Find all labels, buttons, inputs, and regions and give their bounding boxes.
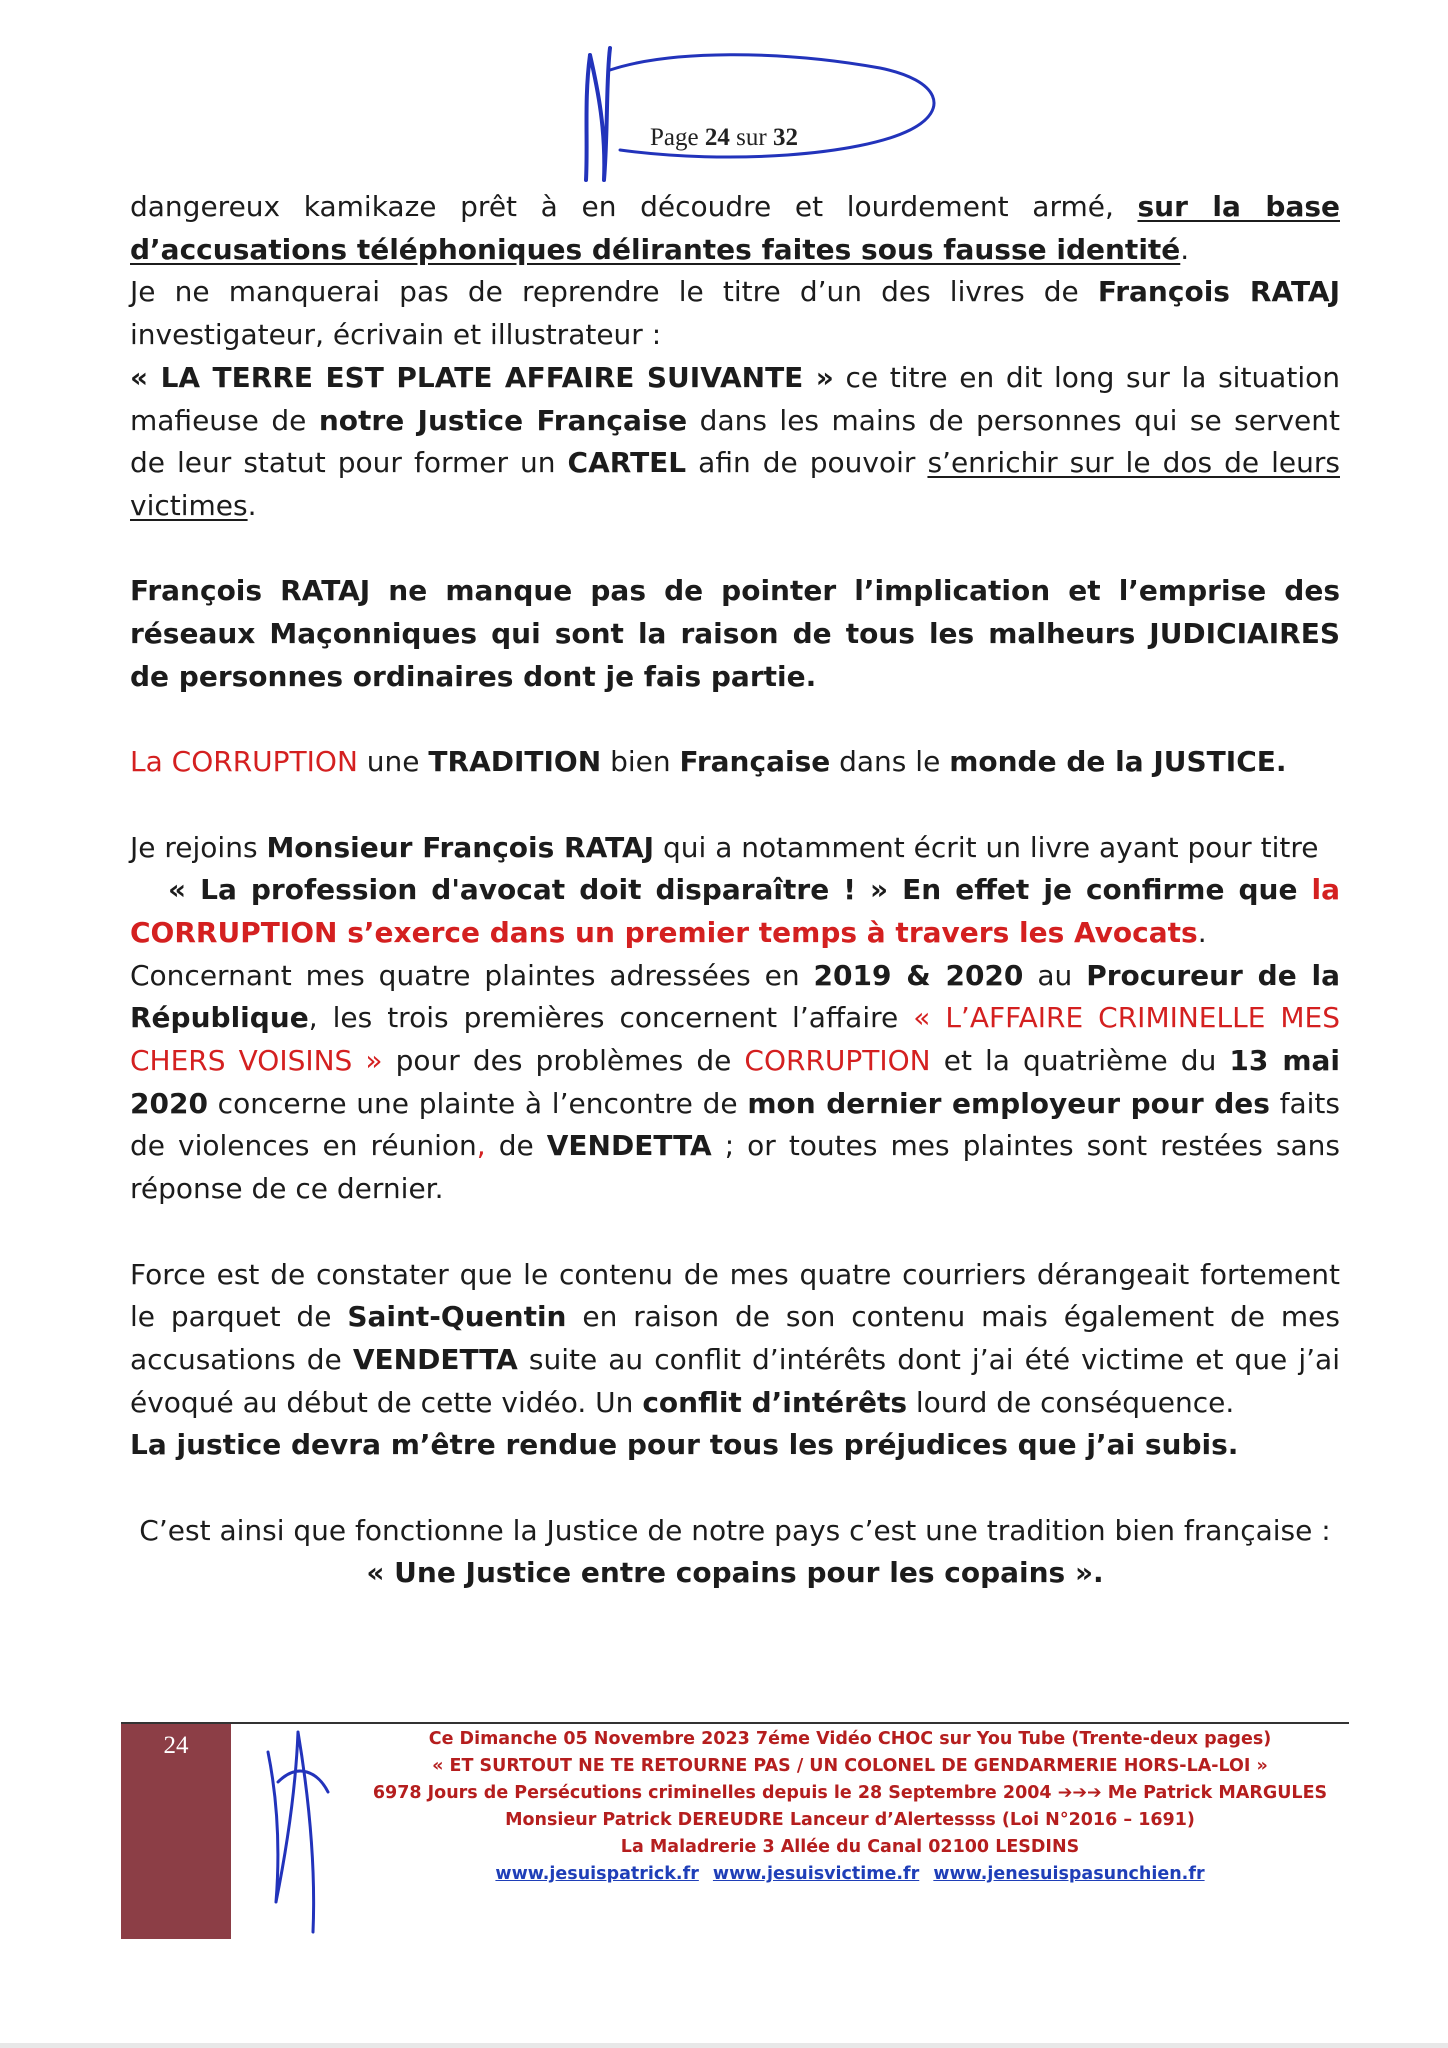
paragraph-9: La justice devra m’être rendue pour tous les préjudices que j’ai subis.	[130, 1428, 1239, 1462]
paragraph-2: Je ne manquerai pas de reprendre le titre d’un des livres de François RATAJ investigateur, écrivain et illustrateur :	[130, 275, 1340, 352]
footer-signature-mark	[258, 1722, 338, 1942]
footer-line-2: « ET SURTOUT NE TE RETOURNE PAS / UN COLONEL DE GENDARMERIE HORS-LA-LOI »	[432, 1756, 1268, 1776]
footer-link-jesuispatrick[interactable]: www.jesuispatrick.fr	[495, 1864, 699, 1884]
footer-page-number: 24	[163, 1732, 189, 1759]
paragraph-8: Force est de constater que le contenu de mes quatre courriers dérangeait fortement le parquet de Saint-Quentin en raison de son contenu mais également de mes accusations de VENDETTA suite au conflit d’intérêts dont j’ai été victime et que j’ai évoqué au début de cette vidéo. Un conflit d’intérêts lourd de conséquence.	[130, 1257, 1340, 1419]
footer-line-4: Monsieur Patrick DEREUDRE Lanceur d’Alertessss (Loi N°2016 – 1691)	[505, 1810, 1195, 1830]
paragraph-4: François RATAJ ne manque pas de pointer l’implication et l’emprise des réseaux Maçonniques qui sont la raison de tous les malheurs JUDICIAIRES de personnes ordinaires dont je fais partie.	[130, 574, 1340, 693]
paragraph-5: La CORRUPTION une TRADITION bien Française dans le monde de la JUSTICE.	[130, 745, 1287, 779]
footer-line-1: Ce Dimanche 05 Novembre 2023 7éme Vidéo CHOC sur You Tube (Trente-deux pages)	[428, 1729, 1272, 1749]
page-total: 32	[772, 124, 798, 151]
footer-page-box	[121, 1724, 231, 1939]
document-body	[130, 186, 1340, 1595]
paragraph-3: « LA TERRE EST PLATE AFFAIRE SUIVANTE » ce titre en dit long sur la situation mafieuse de notre Justice Française dans les mains de personnes qui se servent de leur statut pour former un CARTEL afin de pouvoir s’enrichir sur le dos de leurs victimes.	[130, 360, 1341, 522]
page-number: 24	[704, 124, 730, 151]
paragraph-10: C’est ainsi que fonctionne la Justice de notre pays c’est une tradition bien française :	[139, 1513, 1331, 1547]
paragraph-6b: « La profession d'avocat doit disparaître ! » En effet je confirme que la CORRUPTION s’exerce dans un premier temps à travers les Avocats.	[130, 873, 1340, 949]
footer-line-3: 6978 Jours de Persécutions criminelles depuis le 28 Septembre 2004 ➔➔➔ Me Patrick MARGULES	[372, 1783, 1328, 1803]
footer-link-jenesuispasunchien[interactable]: www.jenesuispasunchien.fr	[933, 1864, 1205, 1884]
page-sep: sur	[736, 124, 767, 151]
footer-link-jesuisvictime[interactable]: www.jesuisvictime.fr	[712, 1864, 920, 1884]
paragraph-11: « Une Justice entre copains pour les copains ».	[366, 1556, 1104, 1590]
page-label: Page	[650, 124, 699, 151]
footer-text	[350, 1726, 1350, 1888]
paragraph-6: Je rejoins Monsieur François RATAJ qui a notamment écrit un livre ayant pour titre	[130, 830, 1319, 864]
scan-edge	[0, 2043, 1448, 2048]
signature-mark	[580, 40, 960, 190]
footer-links	[350, 1861, 1350, 1888]
paragraph-1: dangereux kamikaze prêt à en découdre et lourdement armé, sur la base d’accusations téléphoniques délirantes faites sous fausse identité.	[130, 190, 1340, 266]
footer-line-5: La Maladrerie 3 Allée du Canal 02100 LESDINS	[620, 1837, 1080, 1857]
paragraph-7: Concernant mes quatre plaintes adressées en 2019 & 2020 au Procureur de la République, les trois premières concernent l’affaire « L’AFFAIRE CRIMINELLE MES CHERS VOISINS » pour des problèmes de CORRUPTION et la quatrième du 13 mai 2020 concerne une plainte à l’encontre de mon dernier employeur pour des faits de violences en réunion, de VENDETTA ; or toutes mes plaintes sont restées sans réponse de ce dernier.	[130, 958, 1341, 1206]
